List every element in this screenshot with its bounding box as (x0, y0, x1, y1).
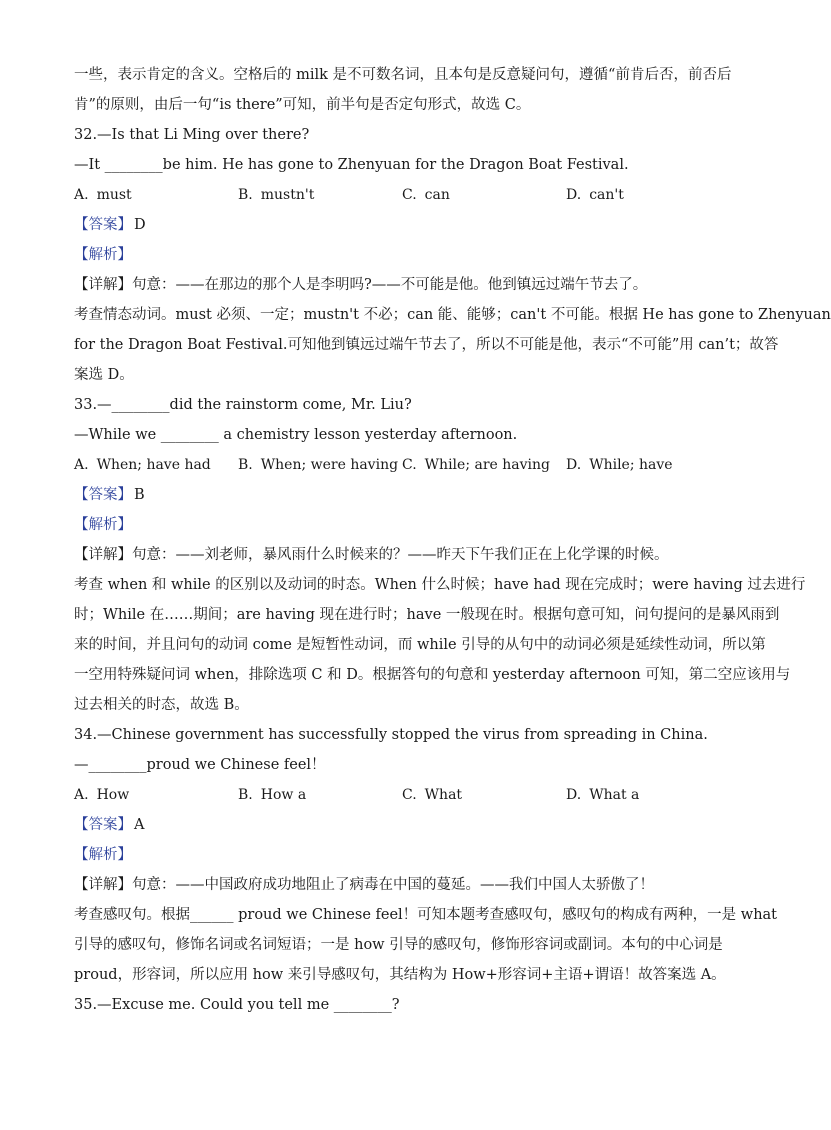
option-d (566, 450, 730, 480)
question-34-reply: —________proud we Chinese feel！ (74, 757, 326, 773)
option-text: can't (589, 187, 624, 203)
option-letter: D. (566, 457, 582, 473)
option-c (402, 780, 566, 810)
option-letter: C. (402, 187, 417, 203)
detail-line: 考查感叹句。根据______ proud we Chinese feel！可知本题考查感叹句，感叹句的构成有两种，一是 what (74, 907, 777, 923)
answer-line (74, 810, 734, 840)
answer-value: D (134, 217, 146, 233)
detail-line: for the Dragon Boat Festival.可知他到镇远过端午节去了，所以不可能是他，表示“不可能”用 can’t；故答 (74, 337, 779, 353)
option-b (238, 780, 402, 810)
question-33-options (74, 450, 734, 480)
answer-tag: 【答案】 (74, 217, 132, 233)
option-text: What a (589, 787, 640, 803)
option-a (74, 180, 238, 210)
detail-line: 【详解】句意：——中国政府成功地阻止了病毒在中国的蔓延。——我们中国人太骄傲了！ (74, 877, 654, 893)
option-text: When; have had (96, 457, 211, 473)
detail-line: 过去相关的时态，故选 B。 (74, 697, 249, 713)
option-d (566, 780, 730, 810)
detail-line: 考查情态动词。must 必须、一定；mustn't 不必；can 能、能够；can't 不可能。根据 He has gone to Zhenyuan (74, 307, 831, 323)
option-letter: C. (402, 787, 417, 803)
option-text: While; have (589, 457, 673, 473)
option-letter: A. (74, 457, 89, 473)
detail-line: 时；While 在……期间；are having 现在进行时；have 一般现在时。根据句意可知，问句提问的是暴风雨到 (74, 607, 780, 623)
text-line: 一些，表示肯定的含义。空格后的 milk 是不可数名词，且本句是反意疑问句，遵循“前肯后否，前否后 (74, 67, 732, 83)
question-32-options (74, 180, 734, 210)
option-letter: C. (402, 457, 417, 473)
analysis-tag: 【解析】 (74, 847, 132, 863)
option-c (402, 450, 566, 480)
option-letter: D. (566, 187, 582, 203)
option-text: When; were having (260, 457, 399, 473)
option-text: While; are having (424, 457, 550, 473)
analysis-tag: 【解析】 (74, 517, 132, 533)
option-text: How a (260, 787, 307, 803)
detail-line: 一空用特殊疑问词 when，排除选项 C 和 D。根据答句的句意和 yesterday afternoon 可知，第二空应该用与 (74, 667, 791, 683)
option-text: can (424, 187, 450, 203)
option-letter: D. (566, 787, 582, 803)
answer-tag: 【答案】 (74, 817, 132, 833)
document-page (74, 60, 831, 1020)
detail-line: proud，形容词，所以应用 how 来引导感叹句，其结构为 How+形容词+主语+谓语！故答案选 A。 (74, 967, 726, 983)
answer-line (74, 480, 734, 510)
option-b (238, 450, 402, 480)
detail-line: 引导的感叹句，修饰名词或名词短语；一是 how 引导的感叹句，修饰形容词或副词。本句的中心词是 (74, 937, 723, 953)
option-b (238, 180, 402, 210)
option-a (74, 450, 238, 480)
detail-line: 案选 D。 (74, 367, 134, 383)
question-35-stem: 35.—Excuse me. Could you tell me ________? (74, 997, 400, 1013)
option-a (74, 780, 238, 810)
text-line: 肯”的原则，由后一句“is there”可知，前半句是否定句形式，故选 C。 (74, 97, 531, 113)
option-text: mustn't (260, 187, 315, 203)
answer-value: B (134, 487, 145, 503)
question-33-stem: 33.—________did the rainstorm come, Mr. Liu? (74, 397, 412, 413)
option-letter: A. (74, 187, 89, 203)
detail-line: 【详解】句意：——刘老师，暴风雨什么时候来的？——昨天下午我们正在上化学课的时候。 (74, 547, 669, 563)
option-d (566, 180, 730, 210)
question-32-reply: —It ________be him. He has gone to Zhenyuan for the Dragon Boat Festival. (74, 157, 629, 173)
option-c (402, 180, 566, 210)
option-text: How (96, 787, 130, 803)
detail-line: 【详解】句意：——在那边的那个人是李明吗?——不可能是他。他到镇远过端午节去了。 (74, 277, 648, 293)
option-text: What (424, 787, 463, 803)
question-33-reply: —While we ________ a chemistry lesson yesterday afternoon. (74, 427, 518, 443)
question-32-stem: 32.—Is that Li Ming over there? (74, 127, 310, 143)
option-letter: B. (238, 187, 253, 203)
answer-line (74, 210, 734, 240)
question-34-stem: 34.—Chinese government has successfully stopped the virus from spreading in China. (74, 727, 708, 743)
detail-line: 来的时间，并且问句的动词 come 是短暂性动词，而 while 引导的从句中的动词必须是延续性动词，所以第 (74, 637, 766, 653)
option-letter: B. (238, 457, 253, 473)
question-34-options (74, 780, 734, 810)
option-letter: A. (74, 787, 89, 803)
answer-value: A (134, 817, 145, 833)
option-text: must (96, 187, 132, 203)
analysis-tag: 【解析】 (74, 247, 132, 263)
answer-tag: 【答案】 (74, 487, 132, 503)
detail-line: 考查 when 和 while 的区别以及动词的时态。When 什么时候；have had 现在完成时；were having 过去进行 (74, 577, 806, 593)
option-letter: B. (238, 787, 253, 803)
